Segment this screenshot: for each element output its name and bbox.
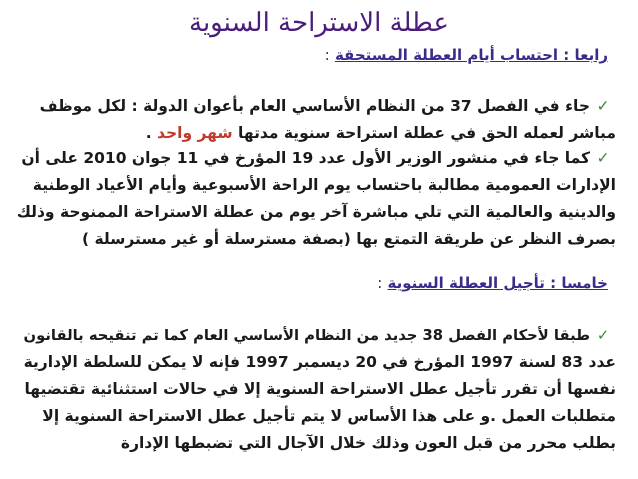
highlight-one-month: شهر واحد [157,124,233,142]
section5-heading-text: خامسا : تأجيل العطلة السنوية [387,274,608,292]
bullet2-line1: ✓كما جاء في منشور الوزير الأول عدد 19 المؤرخ في 11 جوان 2010 على أن [16,145,616,172]
bullet2-line4: بصرف النظر عن طريقة التمتع بها (بصفة مسترسلة أو غير مسترسلة ) [81,230,616,248]
bullet3-line2: عدد 83 لسنة 1997 المؤرخ في 20 ديسمبر 1997 فإنه لا يمكن للسلطة الإدارية [23,353,616,371]
bullet1-line2: مباشر لعمله الحق في عطلة استراحة سنوية مدتها شهر واحد . [145,124,616,142]
check-mark-icon: ✓ [596,327,610,344]
bullet3-line1: ✓طبقا لأحكام الفصل 38 جديد من النظام الأساسي العام كما تم تنقيحه بالقانون [16,322,616,349]
bullet2-line3: والدينية والعالمية التي تلي مباشرة آخر يوم من عطلة الاستراحة الممنوحة وذلك [16,203,616,221]
slide-title: عطلة الاستراحة السنوية [189,8,449,38]
bullet3-line4: متطلبات العمل .و على هذا الأساس لا يتم تأجيل عطل الاستراحة السنوية إلا [42,407,616,425]
check-mark-icon: ✓ [596,97,610,115]
bullet1-line1: ✓جاء في الفصل 37 من النظام الأساسي العام بأعوان الدولة : لكل موظف [16,93,616,120]
bullet3-line3: نفسها أن تقرر تأجيل عطل الاستراحة السنوية إلا في حالات استثنائية تقتضيها [24,380,616,398]
section4-heading-colon: : [324,46,330,64]
section4-heading-text: رابعا : احتساب أيام العطلة المستحقة [334,46,608,64]
section5-heading-colon: : [377,274,383,292]
check-mark-icon: ✓ [596,149,610,167]
section5-heading [377,274,608,292]
bullet-paragraph-3 [16,322,616,457]
bullet2-line2: الإدارات العمومية مطالبة باحتساب يوم الراحة الأسبوعية وأيام الأعياد الوطنية [32,176,616,194]
bullet-paragraph-1 [16,93,616,147]
bullet-paragraph-2 [16,145,616,253]
bullet3-line5: بطلب محرر من قبل العون وذلك خلال الآجال التي تضبطها الإدارة [120,434,616,452]
section4-heading [325,46,608,64]
